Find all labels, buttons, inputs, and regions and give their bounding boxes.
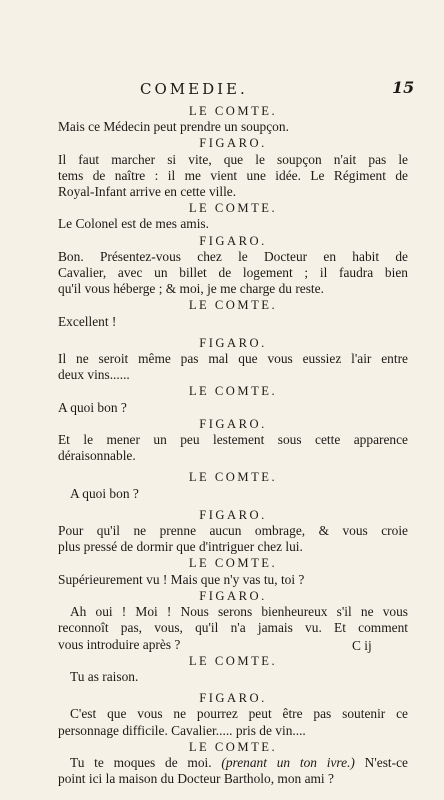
- dialogue-line: point ici la maison du Docteur Bartholo, mon ami ?: [58, 771, 334, 787]
- dialogue-fragment: N'est-ce: [364, 754, 408, 770]
- dialogue-line: deux vins......: [58, 367, 130, 383]
- dialogue-line: vous introduire après ?: [58, 636, 181, 652]
- dialogue-line: Et le mener un peu lestement sous cette apparence: [58, 432, 408, 448]
- stage-direction: (prenant un ton ivre.): [221, 754, 355, 770]
- page-header: [0, 80, 444, 102]
- dialogue-line: Mais ce Médecin peut prendre un soupçon.: [58, 119, 289, 135]
- dialogue-line: Ah oui ! Moi ! Nous serons bienheureux s'il ne vous: [70, 604, 408, 620]
- speaker-label: LE COMTE.: [188, 653, 278, 668]
- page-number: 15: [392, 78, 415, 97]
- speaker-label: LE COMTE.: [188, 104, 278, 118]
- dialogue-line: qu'il vous héberge ; & moi, je me charge du reste.: [58, 281, 324, 297]
- speaker-label: FIGARO.: [199, 416, 267, 431]
- speaker-label: LE COMTE.: [188, 470, 278, 485]
- speaker-label: LE COMTE.: [188, 201, 278, 216]
- dialogue-line: tems de naître : il me vient une idée. Le Régiment de: [58, 167, 408, 183]
- dialogue-line: personnage difficile. Cavalier..... pris de vin....: [58, 722, 306, 738]
- speaker-label: FIGARO.: [199, 233, 267, 248]
- dialogue-line: Supérieurement vu ! Mais que n'y vas tu, toi ?: [58, 571, 305, 587]
- speaker-label: LE COMTE.: [188, 739, 278, 754]
- dialogue-line: Il faut marcher si vite, que le soupçon n'ait pas le: [58, 151, 408, 167]
- dialogue-line: C'est que vous ne pourrez peut être pas soutenir ce: [70, 706, 408, 722]
- dialogue-line: plus pressé de dormir que d'intriguer chez lui.: [58, 539, 303, 555]
- speaker-label: FIGARO.: [199, 335, 267, 350]
- dialogue-line: Tu as raison.: [70, 668, 139, 684]
- running-title: COMEDIE.: [140, 80, 248, 98]
- dialogue-line: [58, 755, 408, 771]
- dialogue-line: déraisonnable.: [58, 448, 136, 464]
- dialogue-line: Excellent !: [58, 313, 117, 329]
- dialogue-line: Royal-Infant arrive en cette ville.: [58, 184, 237, 200]
- speaker-label: FIGARO.: [199, 507, 267, 522]
- dialogue-text: [58, 103, 408, 787]
- dialogue-line: Pour qu'il ne prenne aucun ombrage, & vous croie: [58, 523, 408, 539]
- speaker-label: LE COMTE.: [188, 384, 278, 399]
- speaker-label: FIGARO.: [199, 588, 267, 603]
- dialogue-line: A quoi bon ?: [58, 399, 127, 415]
- dialogue-line: reconnoît pas, vous, qu'il n'a jamais vu. Et comment: [58, 620, 408, 636]
- dialogue-line: Il ne seroit même pas mal que vous eussiez l'air entre: [58, 351, 408, 367]
- speaker-label: FIGARO.: [199, 691, 267, 706]
- dialogue-fragment: Tu te moques de moi.: [70, 754, 212, 770]
- speaker-label: LE COMTE.: [188, 556, 278, 571]
- dialogue-line: Le Colonel est de mes amis.: [58, 216, 209, 232]
- signature-mark: C ij: [352, 638, 372, 653]
- dialogue-line: Bon. Présentez-vous chez le Docteur en habit de: [58, 248, 408, 264]
- speaker-label: LE COMTE.: [188, 298, 278, 313]
- dialogue-line: Cavalier, avec un billet de logement ; il faudra bien: [58, 265, 408, 281]
- dialogue-line: A quoi bon ?: [70, 485, 139, 501]
- speaker-label: FIGARO.: [199, 136, 267, 151]
